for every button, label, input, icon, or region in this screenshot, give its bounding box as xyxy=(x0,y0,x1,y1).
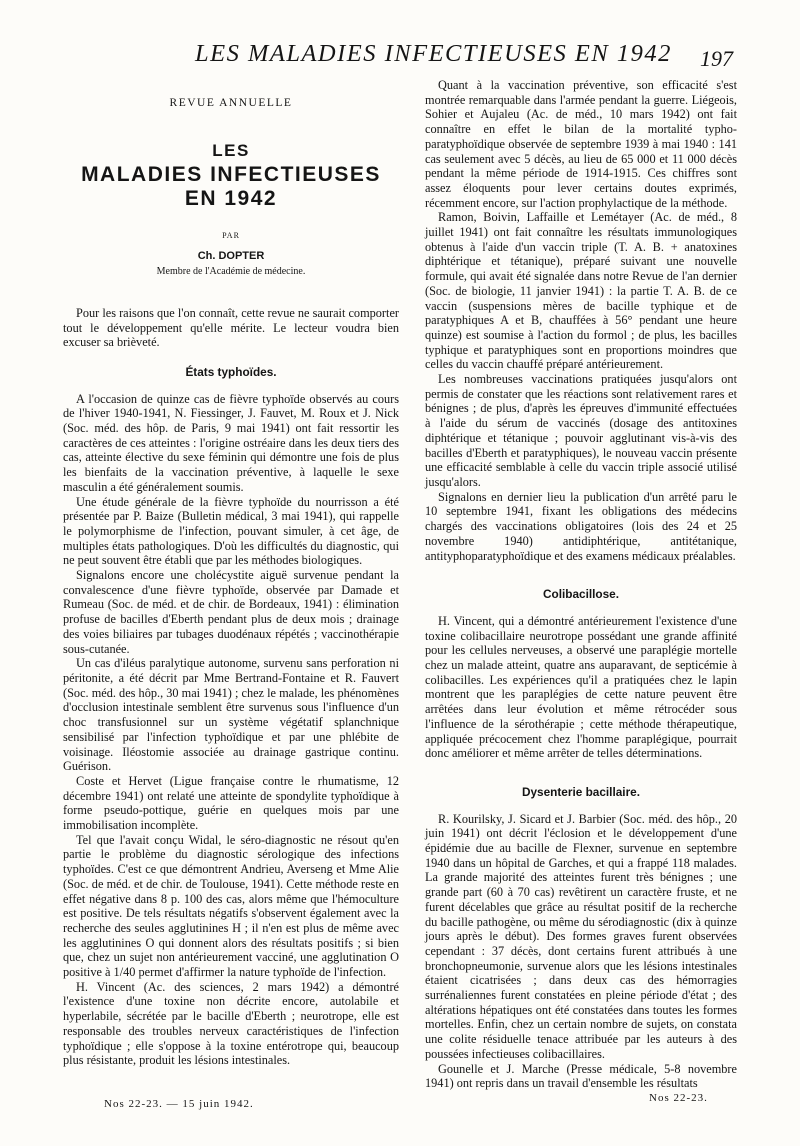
body-paragraph: A l'occasion de quinze cas de fièvre typhoïde observés au cours de l'hiver 1940-1941, N. Fiessinger, J. Fauvet, M. Roux et J. Nick (Soc. méd. des hôp. de Paris, 9 mai 1941) ont fait ressortir les caractères de ces atteintes : l'origine ostréaire dans les deux tiers des cas, atteinte élective du sexe féminin qui démontre une fois de plus les bienfaits de la vaccination préventive, à laquelle le sexe masculin a été généralement soumis. xyxy=(63,391,399,494)
author-name: Ch. DOPTER xyxy=(197,250,265,263)
body-paragraph: Une étude générale de la fièvre typhoïde du nourrisson a été présentée par P. Baize (Bulletin médical, 3 mai 1941), qui rappelle le polymorphisme de l'infection, pouvant simuler, à cet âge, de multiples états pathologiques. D'où les difficultés du diagnostic, qui ne peut souvent être établi que par les méthodes biologiques. xyxy=(63,494,399,568)
page-number: 197 xyxy=(700,46,733,71)
body-paragraph: Quant à la vaccination préventive, son efficacité s'est montrée remarquable dans l'armée pendant la guerre. Liégeois, Sohier et Aujaleu (Ac. de méd., 10 mars 1942) ont fait connaître en effet le bilan de la mortalité typho-paratyphoïdique observée de septembre 1939 à mai 1940 : 141 cas seulement avec 5 décès, au lieu de 65 000 et 11 000 décès pendant la même période de 1914-1915. Ces chiffres sont assez éloquents pour lever certains doutes exprimés, récemment encore, sur l'action prophylactique de la méthode. xyxy=(425,78,737,210)
body-paragraph: H. Vincent, qui a démontré antérieurement l'existence d'une toxine colibacillaire neurotrope possédant une grande affinité pour les cellules nerveuses, a observé une paraplégie mortelle chez un malade atteint, quatre ans auparavant, de septicémie à colibacilles. Les expériences qu'il a pratiquées chez le lapin montrent que les paraplégies de cette nature peuvent être arrêtées dans leur évolution et même rétrocéder sous l'influence de la sérothérapie ; cette méthode thérapeutique, appliquée précocement chez l'homme paraplégique, pourrait donc améliorer et même arrêter de telles déterminations. xyxy=(425,613,737,761)
title-line-1: LES xyxy=(212,140,250,160)
body-paragraph: Signalons encore une cholécystite aiguë survenue pendant la convalescence d'une fièvre typhoïde, observée par Damade et Rumeau (Soc. de méd. et de chir. de Bordeaux, 1941) : élimination profuse de bacilles d'Eberth pendant plus de deux mois ; drainage des voies biliaires par tubages duodénaux répétés ; vaccinothérapie sous-cutanée. xyxy=(63,568,399,656)
section-heading-etats-typhoides: États typhoïdes. xyxy=(185,364,277,379)
intro-paragraph: Pour les raisons que l'on connaît, cette revue ne saurait comporter tout le développement qu'elle mérite. Le lecteur voudra bien excuser sa brièveté. xyxy=(63,305,399,350)
section-heading-dysenterie: Dysenterie bacillaire. xyxy=(521,784,641,799)
body-paragraph: Tel que l'avait conçu Widal, le séro-diagnostic ne résout qu'en partie le problème du diagnostic sérologique des infections typhoïdes. C'est ce que démontrent Andrieu, Averseng et Mme Alie (Soc. de méd. et de chir. de Toulouse, 1941). Cette méthode reste en effet négative dans 8 p. 100 des cas, alors même que l'hémoculture est positive. De tels résultats négatifs s'observent également avec la recherche des seules agglutinines H ; il n'en est plus de même avec les agglutinines O qui donnent alors des résultats positifs ; si bien que, chez un sujet non antérieurement vacciné, une agglutination O positive à 1/40 permet d'affirmer la nature typhoïde de l'infection. xyxy=(63,832,399,980)
body-paragraph: Gounelle et J. Marche (Presse médicale, 5-8 novembre 1941) ont repris dans un travail d'ensemble les résultats xyxy=(425,1061,737,1091)
byline-par: PAR xyxy=(222,230,240,240)
footer-issue-number: Nos 22-23. xyxy=(649,1092,708,1104)
body-paragraph: Les nombreuses vaccinations pratiquées jusqu'alors ont permis de constater que les réactions sont relativement rares et bénignes ; de plus, d'après les épreuves d'immunité effectuées à l'aide du sérum de vaccinés (dosage des antitoxines diphtérique et tétanique ; pouvoir agglutinant vis-à-vis des bacilles d'Eberth et paratyphiques), le nouveau vaccin présente une efficacité semblable à celle du vaccin triple associé utilisé jusqu'alors. xyxy=(425,372,737,489)
left-column xyxy=(63,92,399,1068)
title-line-2: MALADIES INFECTIEUSES xyxy=(81,162,381,186)
footer-issue-date: Nos 22-23. — 15 juin 1942. xyxy=(104,1098,254,1110)
article-title xyxy=(63,139,399,211)
title-line-3: EN 1942 xyxy=(184,186,278,210)
article-kicker: REVUE ANNUELLE xyxy=(169,97,293,109)
body-paragraph: Un cas d'iléus paralytique autonome, survenu sans perforation ni péritonite, a été décrit par Mme Bertrand-Fontaine et R. Fauvert (Soc. méd. des hôp., 30 mai 1941) ; chez le malade, les phénomènes d'occlusion intestinale semblent être survenus sous l'influence d'un choc transfusionnel sur un système végétatif splanchnique sensibilisé par l'infection typhoïdique et par une phlébite de voisinage. Iléostomie associée au drainage gastrique continu. Guérison. xyxy=(63,656,399,774)
body-paragraph: R. Kourilsky, J. Sicard et J. Barbier (Soc. méd. des hôp., 20 juin 1941) ont décrit l'éclosion et le développement d'une épidémie due au bacille de Flexner, survenue en septembre 1940 dans un hôpital de Garches, et qui a frappé 118 malades. La grande majorité des atteintes furent très bénignes ; une grande part (60 à 70 cas) revêtirent un caractère fruste, et ne furent décelables que grâce au résultat positif de la recherche du bacille pathogène, ou même du sérodiagnostic (dix à quinze jours après le début). Des formes graves furent observées cependant : 37 décès, dont certains furent attribués à une bronchopneumonie, survenue alors que les lésions intestinales étaient cicatrisées ; dans deux cas des hémorragies surrénaliennes furent constatées en pleine période d'état ; des altérations hépatiques ont été constatées dans toutes les formes mortelles. Enfin, chez un certain nombre de sujets, on constata une colite résiduelle tenace attribuée par les auteurs à des poussées infectieuses colibacillaires. xyxy=(425,811,737,1061)
body-paragraph: Ramon, Boivin, Laffaille et Lemétayer (Ac. de méd., 8 juillet 1941) ont fait connaître les résultats immunologiques obtenus à l'aide d'un vaccin triple (T. A. B. + anatoxines diphtérique et tétanique), préparé suivant une nouvelle formule, qui avait été signalée dans notre Revue de l'an dernier (Soc. de biologie, 11 janvier 1941) : la partie T. A. B. de ce vaccin (suspensions mères de bacille typhique et de paratyphiques A et B, chauffées à 56° pendant une heure quinze) est soumise à l'action du formol ; de plus, les bacilles typhique et paratyphiques sont en proportions moindres que celles du vaccin chauffé préparé antérieurement. xyxy=(425,210,737,372)
running-title: LES MALADIES INFECTIEUSES EN 1942 xyxy=(195,40,672,67)
right-column xyxy=(425,78,737,1091)
body-paragraph: Coste et Hervet (Ligue française contre le rhumatisme, 12 décembre 1941) ont relaté une atteinte de spondylite typhoïdique à forme pseudo-pottique, guérie en quelques mois par une immobilisation incomplète. xyxy=(63,773,399,833)
body-paragraph: H. Vincent (Ac. des sciences, 2 mars 1942) a démontré l'existence d'une toxine non décrite encore, autolabile et hyperlabile, sécrétée par le bacille d'Eberth ; neurotrope, elle est responsable des troubles nerveux caractéristiques de l'infection typhoïdique ; elle s'oppose à la toxine entérotrope qui, beaucoup plus résistante, produit les lésions intestinales. xyxy=(63,979,399,1068)
section-heading-colibacillose: Colibacillose. xyxy=(542,587,620,602)
author-affiliation: Membre de l'Académie de médecine. xyxy=(156,266,306,278)
body-paragraph: Signalons en dernier lieu la publication d'un arrêté paru le 10 septembre 1941, fixant les obligations des médecins chargés des vaccinations obligatoires (lois des 24 et 25 novembre 1940) antidiphtérique, antitétanique, antityphoparatyphoïdique et des examens médicaux préalables. xyxy=(425,489,737,563)
